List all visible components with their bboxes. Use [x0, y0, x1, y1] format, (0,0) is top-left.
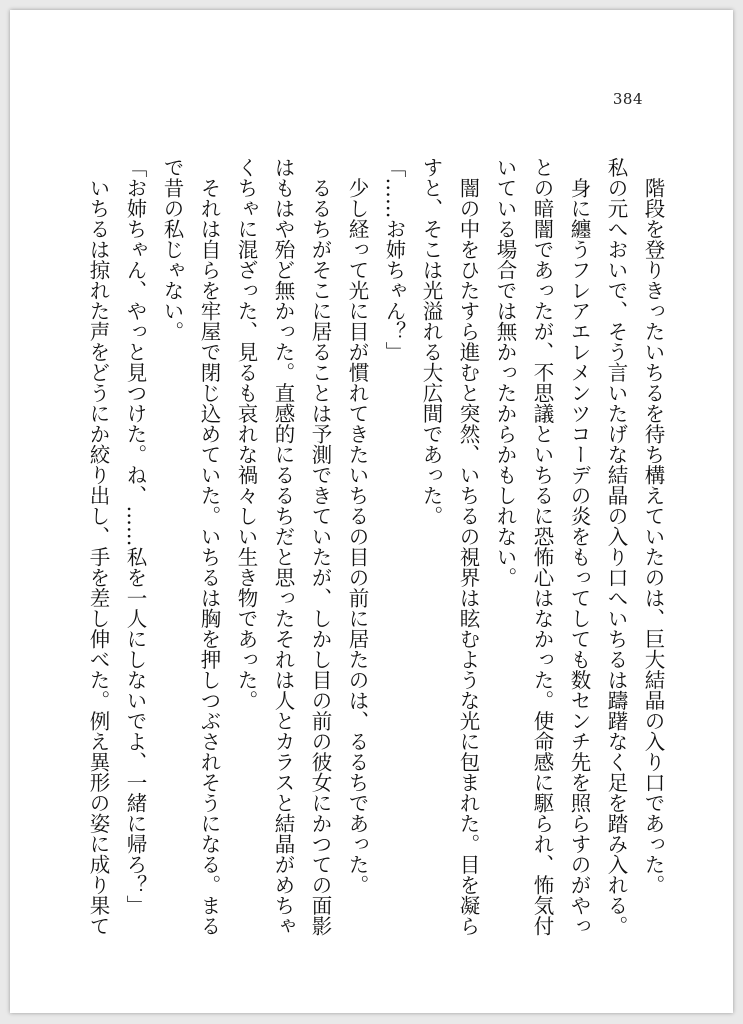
text-line: 少し経って光に目が慣れてきたいちるの目の前に居たのは、るるちであった。: [345, 157, 369, 895]
text-line: 「……お姉ちゃん？」: [382, 157, 406, 362]
text-line: くちゃに混ざった、見るも哀れな禍々しい生き物であった。: [234, 157, 258, 711]
text-line: 私の元へおいで、そう言いたげな結晶の入り口へいちるは躊躇なく足を踏み入れる。: [604, 157, 628, 936]
text-line: はもはや殆ど無かった。直感的にるるちだと思ったそれは人とカラスと結晶がめちゃ: [271, 157, 295, 936]
text-line: との暗闇であったが、不思議といちるに恐怖心はなかった。使命感に駆られ、怖気付: [530, 157, 554, 936]
page-number: 384: [612, 90, 643, 108]
text-line: るるちがそこに居ることは予測できていたが、しかし目の前の彼女にかつての面影: [308, 157, 332, 936]
text-line: すと、そこは光溢れる大広間であった。: [419, 157, 443, 526]
text-line: 「お姉ちゃん、やっと見つけた。ね、……私を一人にしないでよ、一緒に帰ろ？」: [123, 157, 147, 916]
text-line: いちるは掠れた声をどうにか絞り出し、手を差し伸べた。例え異形の姿に成り果て: [86, 157, 110, 936]
book-page: [10, 10, 733, 1013]
text-line: 階段を登りきったいちるを待ち構えていたのは、巨大結晶の入り口であった。: [641, 157, 665, 895]
text-line: 身に纏うフレアエレメンツコーデの炎をもってしても数センチ先を照らすのがやっ: [567, 157, 591, 936]
text-line: それは自らを牢屋で閉じ込めていた。いちるは胸を押しつぶされそうになる。まる: [197, 157, 221, 936]
body-text: [79, 157, 671, 936]
text-line: 闇の中をひたすら進むと突然、いちるの視界は眩むような光に包まれた。目を凝ら: [456, 157, 480, 936]
text-line: いている場合では無かったからかもしれない。: [493, 157, 517, 588]
text-line: で昔の私じゃない。: [160, 157, 184, 342]
